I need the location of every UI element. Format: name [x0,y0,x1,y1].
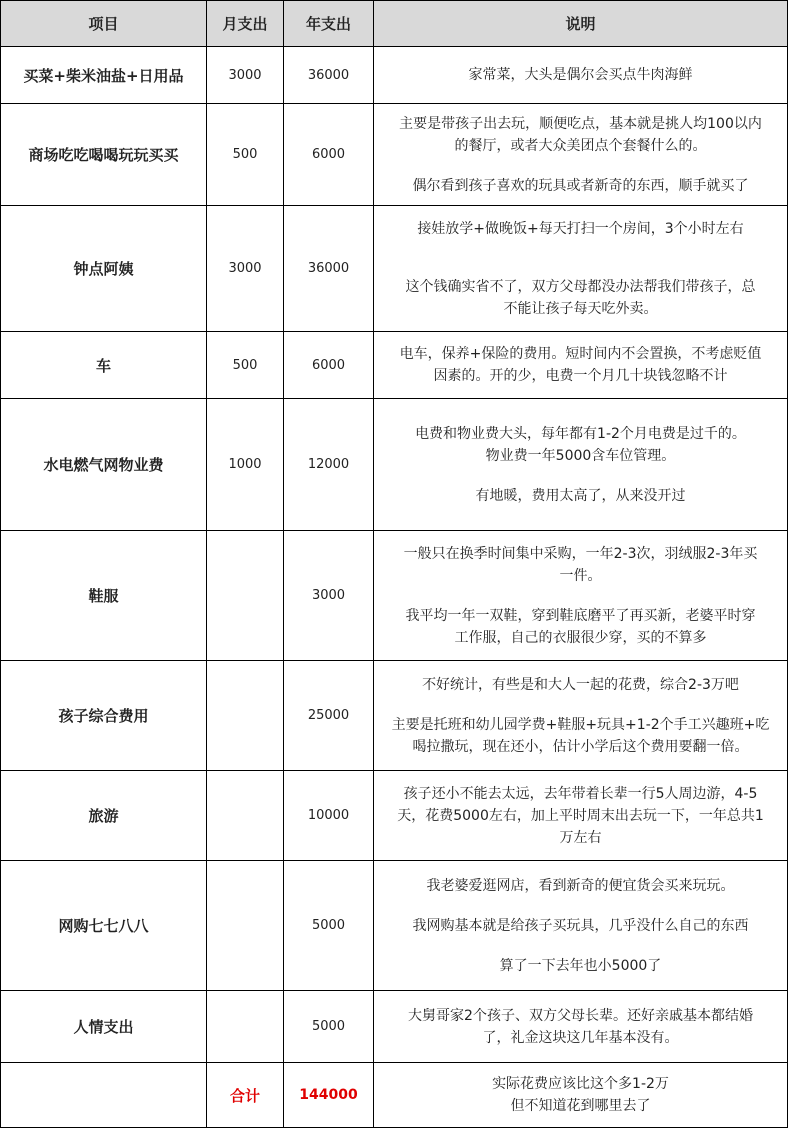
row-monthly: 500 [207,104,284,206]
row-yearly: 6000 [284,332,374,399]
row-monthly: 1000 [207,399,284,531]
table-row [1,771,788,861]
row-note [374,47,788,104]
row-yearly: 5000 [284,861,374,991]
row-note [374,399,788,531]
row-note [374,332,788,399]
note-line: 电车，保养+保险的费用。短时间内不会置换，不考虑贬值 [399,346,762,362]
note-line: 了，礼金这块这几年基本没有。 [482,1029,679,1046]
note-line [374,587,787,605]
header-item: 项目 [1,1,207,47]
note-line: 偶尔看到孩子喜欢的玩具或者新奇的东西，顺手就买了 [412,177,749,194]
note-line [374,897,787,915]
note-line [374,157,787,175]
note-line [374,467,787,485]
note-line [374,696,787,714]
row-monthly: 3000 [207,47,284,104]
total-note-line: 实际花费应该比这个多1-2万 [492,1076,669,1092]
note-line [374,258,787,276]
row-item: 孩子综合费用 [1,661,207,771]
row-note [374,771,788,861]
row-yearly: 5000 [284,991,374,1063]
row-item: 钟点阿姨 [1,206,207,332]
header-row [1,1,788,47]
table-row [1,104,788,206]
total-empty [1,1063,207,1128]
row-yearly: 36000 [284,206,374,332]
note-line: 因素的。开的少，电费一个月几十块钱忽略不计 [433,368,728,384]
table-row [1,206,788,332]
note-line: 喝拉撒玩，现在还小，估计小学后这个费用要翻一倍。 [412,738,749,755]
header-yearly: 年支出 [284,1,374,47]
row-item: 网购七七八八 [1,861,207,991]
row-item: 人情支出 [1,991,207,1063]
note-line: 不好统计，有些是和大人一起的花费，综合2-3万吧 [422,676,739,693]
total-note [374,1063,788,1128]
total-row [1,1063,788,1128]
row-monthly: 500 [207,332,284,399]
row-note [374,861,788,991]
table-row [1,47,788,104]
row-item: 鞋服 [1,531,207,661]
row-item: 商场吃吃喝喝玩玩买买 [1,104,207,206]
row-monthly [207,531,284,661]
table-row [1,661,788,771]
note-line: 一件。 [559,567,602,584]
row-monthly [207,661,284,771]
table-row [1,861,788,991]
note-line: 一般只在换季时间集中采购，一年2-3次，羽绒服2-3年买 [403,545,758,562]
note-line: 的餐厅，或者大众美团点个套餐什么的。 [454,137,707,154]
row-monthly: 3000 [207,206,284,332]
row-item: 水电燃气网物业费 [1,399,207,531]
note-line: 电费和物业费大头，每年都有1-2个月电费是过千的。 [415,425,746,442]
note-line [374,937,787,955]
table-row [1,991,788,1063]
row-note [374,531,788,661]
table-row [1,399,788,531]
note-line: 我平均一年一双鞋，穿到鞋底磨平了再买新，老婆平时穿 [405,607,756,624]
total-yearly: 144000 [284,1063,374,1128]
row-item: 车 [1,332,207,399]
row-note [374,991,788,1063]
note-line: 这个钱确实省不了，双方父母都没办法帮我们带孩子，总 [405,278,756,295]
row-monthly [207,771,284,861]
total-note-line: 但不知道花到哪里去了 [510,1098,651,1114]
table-row [1,531,788,661]
row-item: 买菜+柴米油盐+日用品 [1,47,207,104]
row-note [374,206,788,332]
header-monthly: 月支出 [207,1,284,47]
note-line: 我老婆爱逛网店，看到新奇的便宜货会买来玩玩。 [426,877,735,894]
row-monthly [207,991,284,1063]
row-monthly [207,861,284,991]
row-item: 旅游 [1,771,207,861]
note-line: 家常菜，大头是偶尔会买点牛肉海鲜 [468,67,693,83]
total-label: 合计 [207,1063,284,1128]
note-line: 天，花费5000左右，加上平时周末出去玩一下，一年总共1 [397,807,764,824]
row-note [374,104,788,206]
note-line: 大舅哥家2个孩子、双方父母长辈。还好亲戚基本都结婚 [408,1007,753,1024]
row-note [374,661,788,771]
note-line: 我网购基本就是给孩子买玩具，几乎没什么自己的东西 [412,917,749,934]
row-yearly: 6000 [284,104,374,206]
header-note: 说明 [374,1,788,47]
note-line: 有地暖，费用太高了，从来没开过 [475,487,686,504]
note-line: 不能让孩子每天吃外卖。 [503,300,658,317]
note-line [374,240,787,258]
note-line: 物业费一年5000含车位管理。 [485,447,676,464]
row-yearly: 25000 [284,661,374,771]
row-yearly: 3000 [284,531,374,661]
note-line: 工作服，自己的衣服很少穿，买的不算多 [454,629,707,646]
note-line: 孩子还小不能去太远，去年带着长辈一行5人周边游，4-5 [403,785,758,802]
note-line: 算了一下去年也小5000了 [499,957,662,974]
row-yearly: 10000 [284,771,374,861]
note-line: 接娃放学+做晚饭+每天打扫一个房间，3个小时左右 [417,220,744,237]
note-line: 主要是托班和幼儿园学费+鞋服+玩具+1-2个手工兴趣班+吃 [391,716,770,733]
note-line: 主要是带孩子出去玩，顺便吃点，基本就是挑人均100以内 [399,115,762,132]
row-yearly: 36000 [284,47,374,104]
note-line: 万左右 [559,829,602,846]
table-row [1,332,788,399]
row-yearly: 12000 [284,399,374,531]
